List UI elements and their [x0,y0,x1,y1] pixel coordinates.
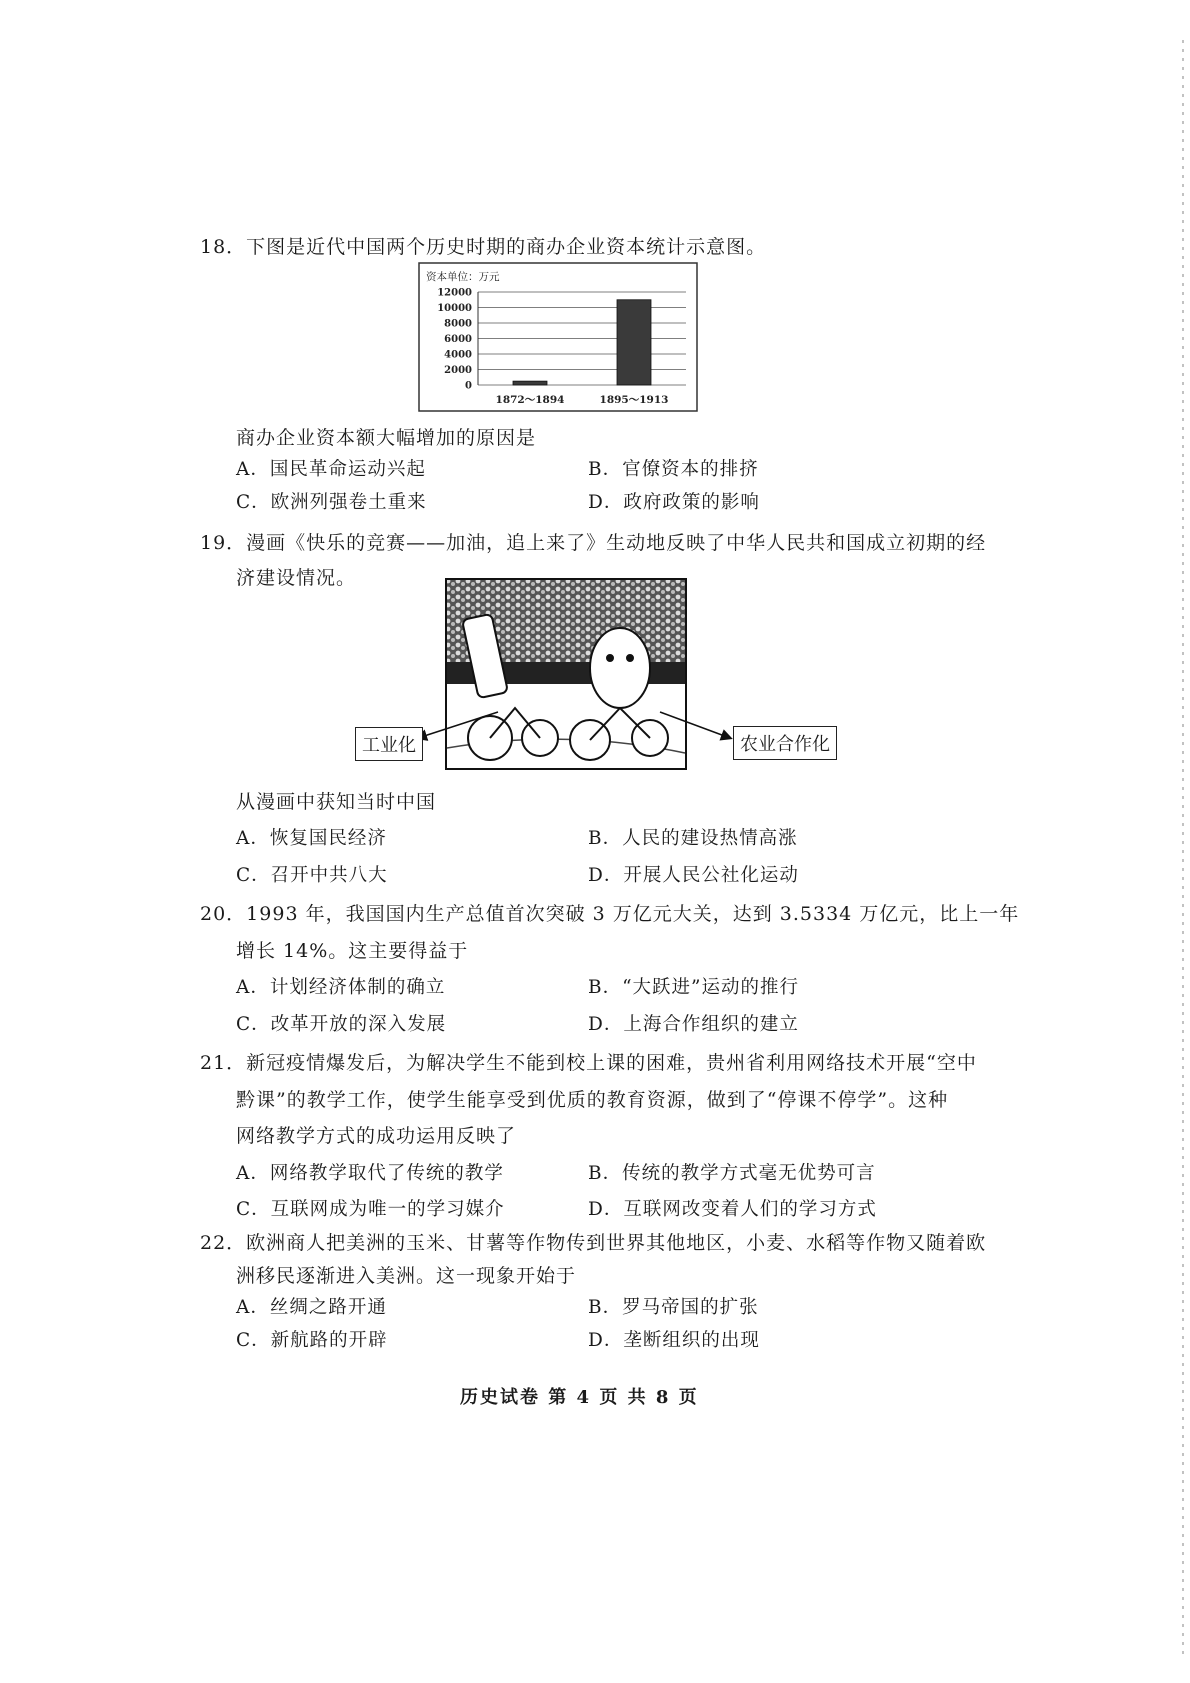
q18-option-b[interactable]: B．官僚资本的排挤 [588,459,759,480]
capital-bar-chart [418,262,698,412]
q20-stem-line1: 20．1993 年，我国国内生产总值首次突破 3 万亿元大关，达到 3.5334 万亿元，比上一年 [200,903,1020,925]
bar-1 [513,381,547,385]
q22-stem-line2: 洲移民逐渐进入美洲。这一现象开始于 [236,1265,577,1287]
q21-option-a[interactable]: A．网络教学取代了传统的教学 [236,1163,504,1184]
chart-unit-label: 资本单位：万元 [426,271,500,283]
q21-stem-line1: 21．新冠疫情爆发后，为解决学生不能到校上课的困难，贵州省利用网络技术开展“空中 [200,1052,977,1074]
y-tick-label: 2000 [444,365,472,376]
q19-stem-line2: 济建设情况。 [236,567,357,589]
q18-question: 商办企业资本额大幅增加的原因是 [236,427,537,449]
q20-stem-line2: 增长 14%。这主要得益于 [236,940,469,962]
q20-option-d[interactable]: D．上海合作组织的建立 [588,1014,799,1035]
q21-option-d[interactable]: D．互联网改变着人们的学习方式 [588,1199,877,1220]
scan-edge [1182,40,1184,1660]
q18-option-c[interactable]: C．欧洲列强卷土重来 [236,492,427,513]
q18-option-a[interactable]: A．国民革命运动兴起 [236,459,426,480]
bar-2 [617,300,651,385]
y-tick-label: 0 [465,380,472,392]
y-tick-label: 4000 [444,349,472,361]
q22-stem-line1: 22．欧洲商人把美洲的玉米、甘薯等作物传到世界其他地区，小麦、水稻等作物又随着欧 [200,1232,987,1254]
q22-option-a[interactable]: A．丝绸之路开通 [236,1297,387,1318]
label-agricultural-cooperation: 农业合作化 [733,726,837,760]
q19-option-d[interactable]: D．开展人民公社化运动 [588,865,799,886]
x-tick-label: 1872～1894 [495,394,565,406]
q19-option-c[interactable]: C．召开中共八大 [236,865,388,886]
q19-option-b[interactable]: B．人民的建设热情高涨 [588,828,798,849]
q19-stem-line1: 19．漫画《快乐的竞赛——加油，追上来了》生动地反映了中华人民共和国成立初期的经 [200,532,987,554]
q18-option-d[interactable]: D．政府政策的影响 [588,492,760,513]
q21-stem-line2: 黔课”的教学工作，使学生能享受到优质的教育资源，做到了“停课不停学”。这种 [236,1089,949,1111]
page-footer: 历史试卷 第 4 页 共 8 页 [460,1387,699,1408]
y-tick-label: 8000 [444,318,472,330]
y-tick-label: 12000 [437,287,472,299]
q19-option-a[interactable]: A．恢复国民经济 [236,828,387,849]
q21-stem-line3: 网络教学方式的成功运用反映了 [236,1125,517,1147]
q21-option-b[interactable]: B．传统的教学方式毫无优势可言 [588,1163,876,1184]
q22-option-d[interactable]: D．垄断组织的出现 [588,1330,760,1351]
q18-stem: 18．下图是近代中国两个历史时期的商办企业资本统计示意图。 [200,236,767,258]
q20-option-b[interactable]: B．“大跃进”运动的推行 [588,977,800,998]
q20-option-c[interactable]: C．改革开放的深入发展 [236,1014,447,1035]
x-tick-label: 1895～1913 [599,394,669,406]
label-industrialization: 工业化 [355,727,423,761]
q22-option-c[interactable]: C．新航路的开辟 [236,1330,388,1351]
y-tick-label: 6000 [444,334,472,345]
cartoon-arrows [410,690,740,760]
q19-question: 从漫画中获知当时中国 [236,791,437,813]
q22-option-b[interactable]: B．罗马帝国的扩张 [588,1297,759,1318]
q21-option-c[interactable]: C．互联网成为唯一的学习媒介 [236,1199,505,1220]
q20-option-a[interactable]: A．计划经济体制的确立 [236,977,446,998]
y-tick-label: 10000 [437,303,472,314]
